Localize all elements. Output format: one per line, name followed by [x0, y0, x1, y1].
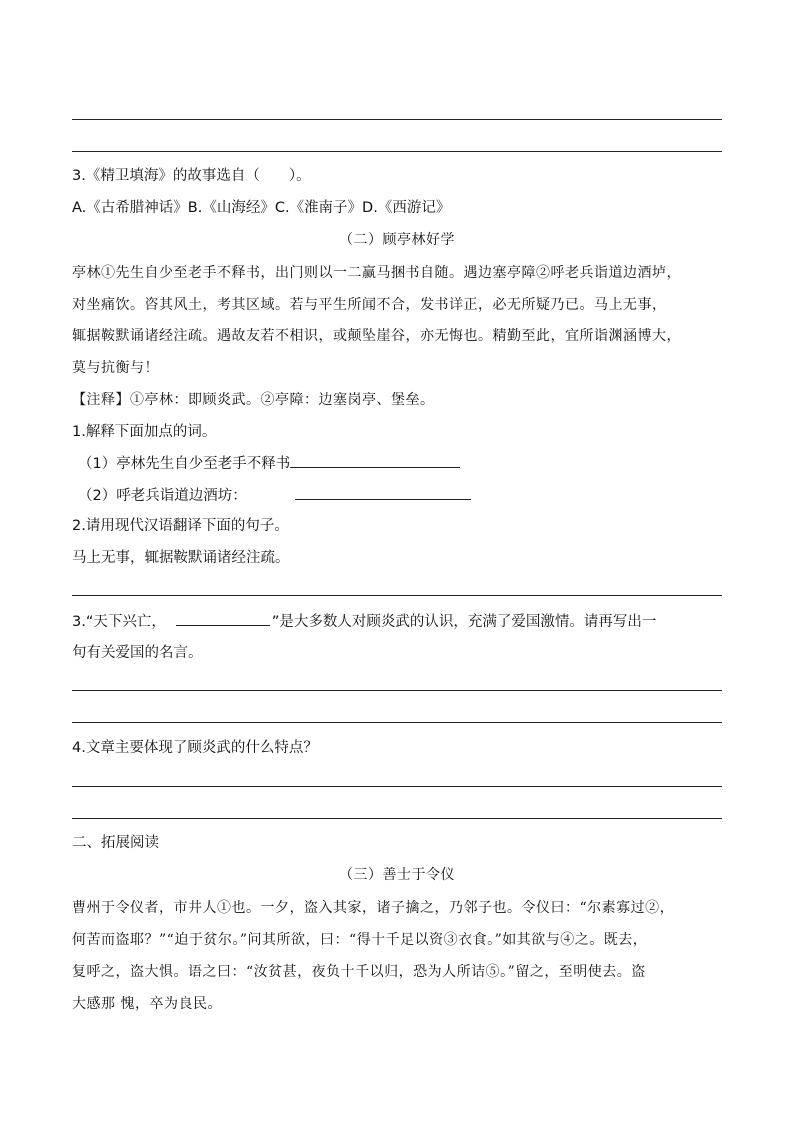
question-3-options: A.《古希腊神话》B.《山海经》C.《淮南子》D.《西游记》	[72, 200, 451, 216]
answer-blank[interactable]	[176, 611, 270, 626]
passage-2-title: （二）顾亭林好学	[339, 232, 455, 248]
answer-line[interactable]	[72, 818, 722, 819]
answer-line[interactable]	[72, 690, 722, 691]
question-1-explain: 1.解释下面加点的词。	[72, 424, 217, 440]
passage-3-line: 大感那 愧，卒为良民。	[72, 996, 222, 1012]
answer-blank[interactable]	[290, 453, 460, 468]
answer-blank[interactable]	[295, 485, 471, 500]
question-3-patriotism	[72, 611, 656, 632]
question-1-item-a	[78, 453, 460, 474]
item-a-text: （1）亭林先生自少至老手不释书	[78, 456, 291, 472]
passage-3-line: 复呼之，盗大惧。语之曰：“汝贫甚，夜负十千以归，恐为人所诘⑤。”留之，至明使去。盗	[72, 964, 646, 980]
question-1-item-b	[78, 485, 471, 506]
passage-3-line: 何苦而盗耶？”“迫于贫尔。”问其所欲，曰：“得十千足以资③衣食。”如其欲与④之。既去，	[72, 932, 648, 948]
question-3-continued: 句有关爱国的名言。	[72, 645, 203, 661]
item-b-text: （2）呼老兵诣道边酒坊：	[78, 488, 247, 504]
q3-end-text: ”是大多数人对顾炎武的认识，充满了爱国激情。请再写出一	[271, 614, 657, 630]
passage-2-note: 【注释】①亭林：即顾炎武。②亭障：边塞岗亭、堡垒。	[72, 392, 435, 408]
q3-start-text: 3.“天下兴亡，	[72, 614, 166, 630]
section-2-heading: 二、拓展阅读	[72, 835, 159, 851]
passage-3-line: 曹州于令仪者，市井人①也。一夕，盗入其家，诸子擒之，乃邻子也。令仪曰：“尔素寡过②，	[72, 900, 675, 916]
answer-line[interactable]	[72, 151, 722, 152]
passage-2-line: 亭林①先生自少至老手不释书，出门则以一二赢马捆书自随。遇边塞亭障②呼老兵诣道边酒垆，	[72, 265, 681, 281]
passage-3-title: （三）善士于令仪	[339, 867, 455, 883]
answer-line[interactable]	[72, 119, 722, 120]
answer-line[interactable]	[72, 595, 722, 596]
answer-line[interactable]	[72, 722, 722, 723]
passage-2-line: 辄据鞍默诵诸经注疏。遇故友若不相识，或颠坠崖谷，亦无悔也。精勤至此，宜所诣渊涵博大，	[72, 328, 681, 344]
passage-2-line: 莫与抗衡与！	[72, 360, 159, 376]
answer-line[interactable]	[72, 786, 722, 787]
question-2-sentence: 马上无事，辄据鞍默诵诸经注疏。	[72, 550, 290, 566]
question-4-feature: 4.文章主要体现了顾炎武的什么特点？	[72, 740, 318, 756]
passage-2-line: 对坐痛饮。咨其风土，考其区域。若与平生所闻不合，发书详正，必无所疑乃已。马上无事，	[72, 297, 667, 313]
question-3-jingwei: 3.《精卫填海》的故事选自（ ）。	[72, 168, 311, 184]
question-2-translate: 2.请用现代汉语翻译下面的句子。	[72, 518, 289, 534]
